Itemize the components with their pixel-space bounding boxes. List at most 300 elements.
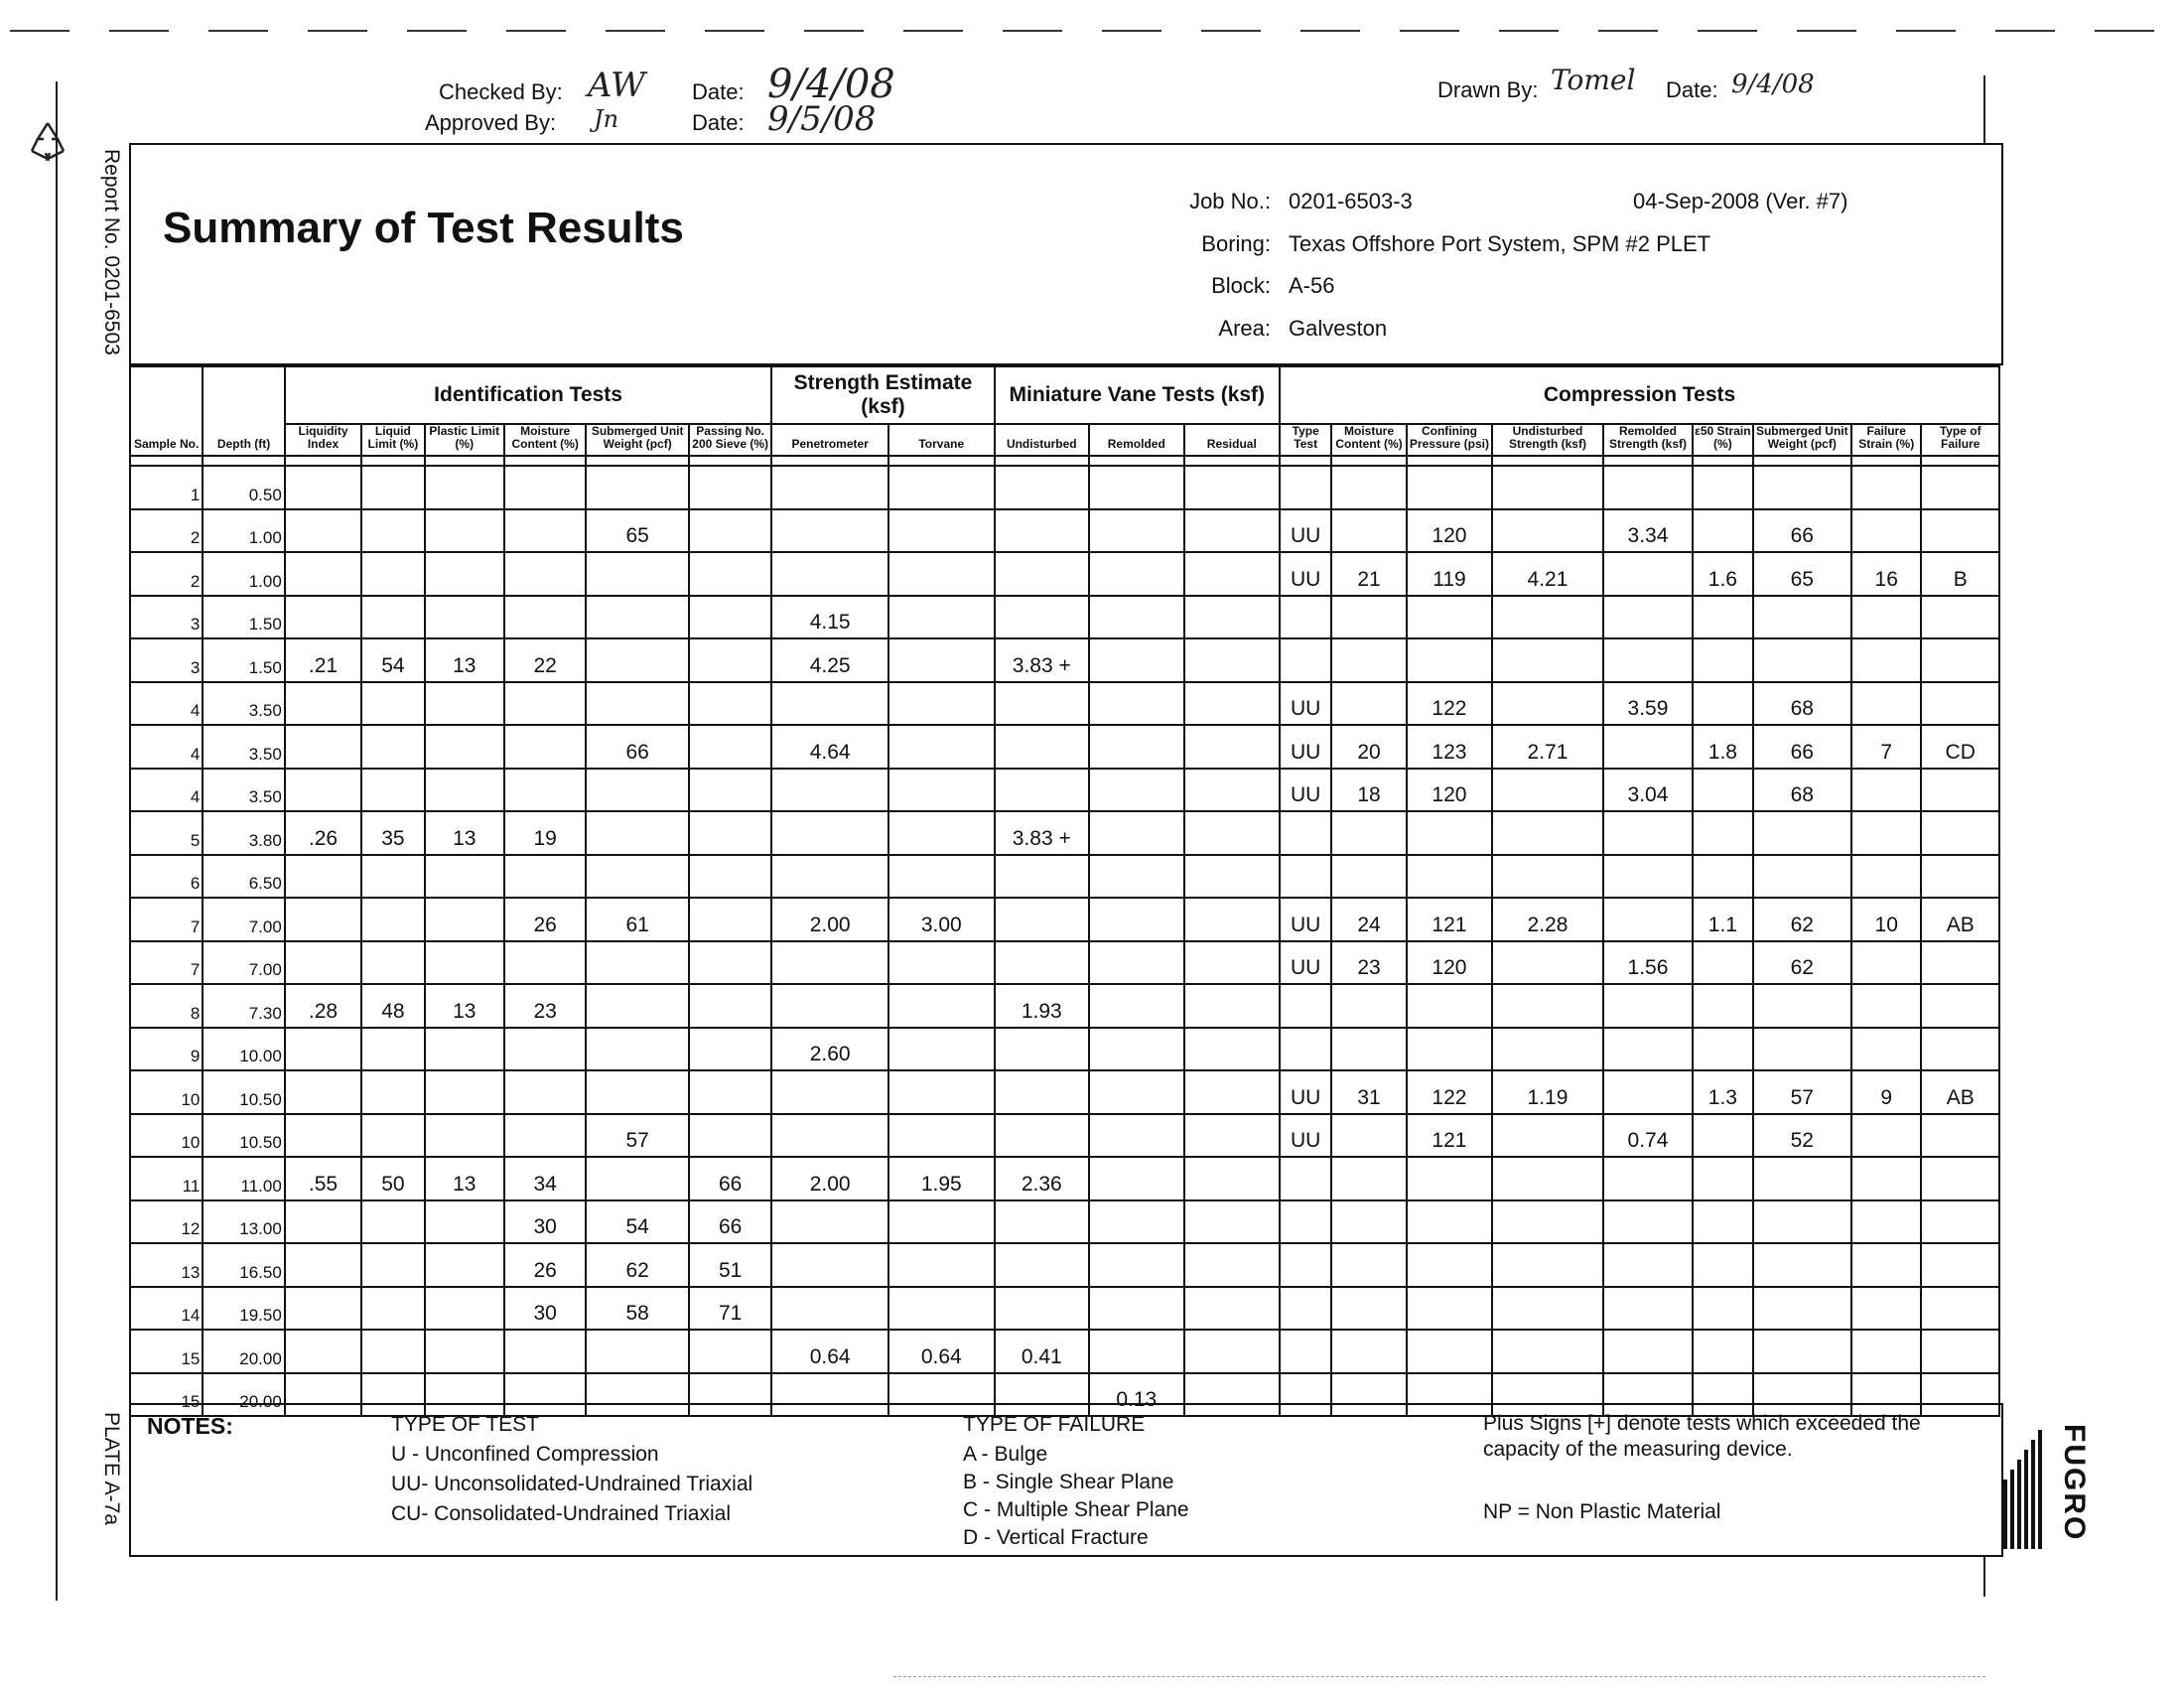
table-cell: 1.95	[888, 1157, 995, 1200]
failure-item-a: A - Bulge	[963, 1443, 1048, 1466]
table-cell	[1851, 769, 1921, 812]
table-cell: UU	[1280, 769, 1331, 812]
table-cell	[1184, 1243, 1281, 1287]
table-cell	[689, 811, 771, 855]
table-cell	[586, 855, 689, 899]
table-cell	[425, 1287, 504, 1331]
table-cell	[1184, 811, 1281, 855]
table-cell	[1603, 725, 1693, 769]
table-cell	[888, 1200, 995, 1244]
table-cell	[285, 725, 361, 769]
table-cell	[1492, 596, 1603, 639]
table-cell	[888, 984, 995, 1028]
table-cell	[1603, 1157, 1693, 1200]
table-cell	[1089, 811, 1184, 855]
table-cell	[425, 1070, 504, 1114]
table-cell	[1851, 1243, 1921, 1287]
table-cell: 120	[1407, 509, 1492, 553]
table-cell	[1184, 596, 1281, 639]
table-row	[130, 509, 1999, 553]
table-cell	[361, 941, 424, 985]
table-cell: 0.50	[203, 466, 284, 509]
table-cell: 26	[504, 898, 586, 941]
table-cell: UU	[1280, 552, 1331, 596]
spacer-cell	[1331, 456, 1406, 466]
col-header-plastic-limit: Plastic Limit (%)	[425, 424, 504, 456]
approved-by-label: Approved By:	[425, 110, 557, 135]
table-cell: 51	[689, 1243, 771, 1287]
table-cell: 10.00	[203, 1028, 284, 1071]
table-cell	[1693, 769, 1752, 812]
table-cell	[1603, 1070, 1693, 1114]
table-cell: 4.64	[771, 725, 888, 769]
table-cell: 14	[130, 1287, 203, 1331]
type-of-test-title: TYPE OF TEST	[391, 1413, 539, 1436]
table-cell	[504, 552, 586, 596]
table-cell	[1851, 596, 1921, 639]
checked-by-signature: AW	[588, 66, 646, 105]
table-cell: 52	[1753, 1114, 1852, 1158]
table-cell	[1753, 1028, 1852, 1071]
table-cell	[1492, 1287, 1603, 1331]
spacer-cell	[1693, 456, 1752, 466]
table-cell	[425, 725, 504, 769]
table-cell: CD	[1921, 725, 1999, 769]
spacer-cell	[1184, 456, 1281, 466]
table-cell	[1184, 725, 1281, 769]
table-cell	[1851, 1028, 1921, 1071]
table-cell	[1089, 898, 1184, 941]
table-row	[130, 1200, 1999, 1244]
table-cell: 61	[586, 898, 689, 941]
table-cell: 2.71	[1492, 725, 1603, 769]
table-cell	[1492, 855, 1603, 899]
table-cell	[1331, 596, 1406, 639]
table-cell	[1280, 638, 1331, 682]
table-cell	[285, 898, 361, 941]
spacer-cell	[771, 456, 888, 466]
spacer-cell	[1603, 456, 1693, 466]
table-cell	[888, 941, 995, 985]
table-cell	[1331, 855, 1406, 899]
col-header-e50-strain: ε50 Strain (%)	[1693, 424, 1752, 456]
table-cell	[888, 682, 995, 726]
table-cell	[771, 984, 888, 1028]
table-cell	[361, 1114, 424, 1158]
table-cell: 3	[130, 596, 203, 639]
table-cell	[1603, 1200, 1693, 1244]
table-cell	[504, 1070, 586, 1114]
col-header-comp-unit-weight: Submerged Unit Weight (pcf)	[1753, 424, 1852, 456]
col-header-remolded-strength: Remolded Strength (ksf)	[1603, 424, 1693, 456]
table-cell	[995, 1243, 1090, 1287]
table-cell	[504, 682, 586, 726]
table-cell: 122	[1407, 682, 1492, 726]
table-row	[130, 1028, 1999, 1071]
table-cell	[1693, 811, 1752, 855]
table-cell: 7.00	[203, 941, 284, 985]
table-cell	[1851, 1200, 1921, 1244]
table-cell	[425, 552, 504, 596]
table-cell	[361, 1070, 424, 1114]
table-cell	[1407, 1330, 1492, 1373]
table-cell	[1184, 1070, 1281, 1114]
notes-box	[129, 1403, 2003, 1557]
table-cell	[1184, 1157, 1281, 1200]
table-cell	[1407, 811, 1492, 855]
table-cell	[361, 596, 424, 639]
table-cell	[425, 466, 504, 509]
table-cell	[1851, 1287, 1921, 1331]
non-plastic-note: NP = Non Plastic Material	[1483, 1500, 1721, 1523]
table-cell	[586, 941, 689, 985]
table-cell: 1.56	[1603, 941, 1693, 985]
table-cell: .26	[285, 811, 361, 855]
table-cell	[771, 811, 888, 855]
table-cell: 1.50	[203, 638, 284, 682]
area-label: Area:	[1218, 316, 1271, 341]
table-cell: 9	[1851, 1070, 1921, 1114]
spacer-cell	[1851, 456, 1921, 466]
table-cell	[1089, 1330, 1184, 1373]
table-cell	[995, 552, 1090, 596]
table-cell: 121	[1407, 898, 1492, 941]
table-cell	[1851, 682, 1921, 726]
table-cell: 0.41	[995, 1330, 1090, 1373]
table-cell	[689, 725, 771, 769]
table-cell	[586, 682, 689, 726]
table-cell	[1921, 855, 1999, 899]
table-cell	[1693, 596, 1752, 639]
table-row	[130, 1287, 1999, 1331]
col-header-liquidity-index: Liquidity Index	[285, 424, 361, 456]
table-cell	[425, 1028, 504, 1071]
table-cell: 6	[130, 855, 203, 899]
col-header-vane-residual: Residual	[1184, 424, 1281, 456]
table-cell	[1921, 596, 1999, 639]
table-cell	[1089, 1200, 1184, 1244]
table-cell	[1492, 769, 1603, 812]
table-cell	[361, 769, 424, 812]
table-cell	[285, 1330, 361, 1373]
table-cell: 7.30	[203, 984, 284, 1028]
table-cell: 13	[130, 1243, 203, 1287]
table-row	[130, 811, 1999, 855]
table-cell	[1693, 941, 1752, 985]
table-cell	[1851, 638, 1921, 682]
table-cell	[689, 638, 771, 682]
table-cell	[1693, 855, 1752, 899]
table-cell	[361, 898, 424, 941]
table-cell: 65	[1753, 552, 1852, 596]
table-cell: B	[1921, 552, 1999, 596]
table-cell	[1753, 855, 1852, 899]
table-cell	[1753, 1243, 1852, 1287]
col-header-sample: Sample No.	[130, 366, 203, 456]
header-frame	[129, 143, 2003, 365]
table-cell	[995, 1200, 1090, 1244]
table-cell: 5	[130, 811, 203, 855]
table-cell	[771, 682, 888, 726]
table-cell	[1693, 1330, 1752, 1373]
table-cell	[1089, 596, 1184, 639]
table-cell	[1089, 1028, 1184, 1071]
table-cell: AB	[1921, 898, 1999, 941]
table-cell: 54	[361, 638, 424, 682]
col-header-liquid-limit: Liquid Limit (%)	[361, 424, 424, 456]
table-cell	[1603, 984, 1693, 1028]
table-cell	[888, 725, 995, 769]
drawn-date-label: Date:	[1666, 77, 1718, 102]
failure-item-d: D - Vertical Fracture	[963, 1526, 1149, 1549]
table-cell	[689, 1028, 771, 1071]
table-cell	[285, 509, 361, 553]
table-cell: 18	[1331, 769, 1406, 812]
table-cell: UU	[1280, 1070, 1331, 1114]
table-cell: 16	[1851, 552, 1921, 596]
plate-label: PLATE A-7a	[100, 1412, 123, 1526]
table-cell	[1089, 1070, 1184, 1114]
table-cell	[1921, 1243, 1999, 1287]
report-number: Report No. 0201-6503	[100, 149, 123, 355]
table-cell: 68	[1753, 769, 1852, 812]
table-cell: 57	[586, 1114, 689, 1158]
table-cell	[1753, 811, 1852, 855]
table-cell	[361, 682, 424, 726]
table-cell: 120	[1407, 941, 1492, 985]
table-cell	[1280, 1028, 1331, 1071]
table-cell: 10.50	[203, 1114, 284, 1158]
table-cell	[1753, 1330, 1852, 1373]
table-cell: 3.50	[203, 725, 284, 769]
table-cell	[1492, 1114, 1603, 1158]
table-cell	[1331, 1114, 1406, 1158]
table-cell	[689, 552, 771, 596]
table-cell: 4.25	[771, 638, 888, 682]
boring-label: Boring:	[1201, 231, 1271, 256]
table-cell	[771, 855, 888, 899]
spacer-cell	[203, 456, 284, 466]
table-cell	[995, 682, 1090, 726]
table-cell	[689, 898, 771, 941]
left-margin-line	[56, 81, 58, 1601]
table-cell	[1280, 855, 1331, 899]
table-cell: 48	[361, 984, 424, 1028]
table-cell	[1492, 941, 1603, 985]
table-cell: AB	[1921, 1070, 1999, 1114]
table-cell: 13	[425, 638, 504, 682]
col-header-submerged-unit-weight: Submerged Unit Weight (pcf)	[586, 424, 689, 456]
table-cell: 34	[504, 1157, 586, 1200]
table-cell	[1331, 1287, 1406, 1331]
table-cell	[425, 596, 504, 639]
table-cell	[1693, 466, 1752, 509]
table-cell	[504, 509, 586, 553]
table-cell: 3.50	[203, 769, 284, 812]
table-cell	[1184, 509, 1281, 553]
table-cell	[1331, 509, 1406, 553]
table-cell	[1184, 1330, 1281, 1373]
table-cell	[888, 811, 995, 855]
table-cell	[1492, 984, 1603, 1028]
table-cell	[285, 596, 361, 639]
table-cell	[285, 941, 361, 985]
table-cell: 3.04	[1603, 769, 1693, 812]
table-cell: 0.13	[1089, 1373, 1184, 1417]
table-cell	[771, 1070, 888, 1114]
spacer-cell	[1753, 456, 1852, 466]
fugro-logo	[2001, 1420, 2091, 1559]
table-cell	[1603, 1287, 1693, 1331]
table-cell	[1921, 1200, 1999, 1244]
table-cell: 66	[1753, 725, 1852, 769]
table-cell: 71	[689, 1287, 771, 1331]
table-cell: 66	[689, 1200, 771, 1244]
table-cell: 2.00	[771, 1157, 888, 1200]
table-cell	[888, 552, 995, 596]
col-header-passing-200: Passing No. 200 Sieve (%)	[689, 424, 771, 456]
table-cell: 3.00	[888, 898, 995, 941]
table-cell	[1603, 596, 1693, 639]
spacer-cell	[361, 456, 424, 466]
table-row	[130, 552, 1999, 596]
table-cell: 2.00	[771, 898, 888, 941]
table-cell	[586, 596, 689, 639]
table-cell: 8	[130, 984, 203, 1028]
table-cell	[1603, 1243, 1693, 1287]
table-row	[130, 596, 1999, 639]
table-cell	[995, 725, 1090, 769]
table-cell	[285, 682, 361, 726]
table-cell	[1089, 855, 1184, 899]
spacer-cell	[1492, 456, 1603, 466]
table-cell	[361, 509, 424, 553]
table-cell	[1693, 1028, 1752, 1071]
table-cell	[504, 1028, 586, 1071]
table-cell	[586, 984, 689, 1028]
table-cell	[586, 638, 689, 682]
col-header-type-of-failure: Type of Failure	[1921, 424, 1999, 456]
table-cell: 50	[361, 1157, 424, 1200]
table-cell	[1603, 552, 1693, 596]
table-cell	[689, 984, 771, 1028]
table-cell: 2.60	[771, 1028, 888, 1071]
table-cell	[1184, 1028, 1281, 1071]
table-cell	[1753, 466, 1852, 509]
col-header-undisturbed-strength: Undisturbed Strength (ksf)	[1492, 424, 1603, 456]
table-cell: 12	[130, 1200, 203, 1244]
table-cell	[1851, 855, 1921, 899]
table-cell	[1851, 984, 1921, 1028]
table-cell	[1089, 1243, 1184, 1287]
table-cell: 35	[361, 811, 424, 855]
table-cell	[1492, 466, 1603, 509]
table-cell: 4	[130, 769, 203, 812]
table-cell	[995, 466, 1090, 509]
top-dashed-border	[0, 28, 2184, 34]
group-compression-tests: Compression Tests	[1280, 366, 1999, 424]
table-cell	[1184, 769, 1281, 812]
table-cell	[1851, 941, 1921, 985]
table-cell	[1851, 811, 1921, 855]
table-cell: 7	[130, 898, 203, 941]
table-cell: 7	[1851, 725, 1921, 769]
table-row	[130, 466, 1999, 509]
table-cell	[586, 466, 689, 509]
table-cell: 10	[130, 1070, 203, 1114]
table-cell	[771, 466, 888, 509]
table-cell	[1492, 1028, 1603, 1071]
group-strength-estimate: Strength Estimate (ksf)	[771, 366, 994, 424]
test-item-uu: UU- Unconsolidated-Undrained Triaxial	[391, 1473, 753, 1495]
table-cell	[1331, 984, 1406, 1028]
table-cell	[285, 1028, 361, 1071]
table-cell	[285, 552, 361, 596]
table-cell	[689, 855, 771, 899]
boring-value: Texas Offshore Port System, SPM #2 PLET	[1289, 231, 1711, 256]
table-cell	[1921, 941, 1999, 985]
table-cell	[586, 1330, 689, 1373]
table-cell: 62	[586, 1243, 689, 1287]
table-cell	[425, 1200, 504, 1244]
table-cell	[888, 638, 995, 682]
table-cell: .28	[285, 984, 361, 1028]
table-cell	[1407, 1200, 1492, 1244]
table-cell	[1089, 769, 1184, 812]
table-cell: 19.50	[203, 1287, 284, 1331]
table-cell	[1921, 1287, 1999, 1331]
table-cell	[689, 466, 771, 509]
table-cell	[1184, 855, 1281, 899]
table-cell	[504, 769, 586, 812]
table-cell: 9	[130, 1028, 203, 1071]
table-cell: 3.59	[1603, 682, 1693, 726]
table-cell	[1184, 1114, 1281, 1158]
checked-date-value: 9/4/08	[767, 62, 895, 107]
table-cell	[1331, 638, 1406, 682]
table-cell	[504, 855, 586, 899]
table-cell: 22	[504, 638, 586, 682]
drawn-date-value: 9/4/08	[1731, 70, 1815, 99]
table-cell: 1.8	[1693, 725, 1752, 769]
table-cell	[361, 1287, 424, 1331]
table-cell: 3.80	[203, 811, 284, 855]
table-cell	[586, 1157, 689, 1200]
report-date-version: 04-Sep-2008 (Ver. #7)	[1633, 189, 1848, 213]
table-cell	[1407, 596, 1492, 639]
table-cell	[1492, 638, 1603, 682]
table-cell	[1693, 1157, 1752, 1200]
table-cell	[1603, 855, 1693, 899]
table-cell	[1851, 1114, 1921, 1158]
table-cell	[425, 509, 504, 553]
table-cell	[1693, 509, 1752, 553]
table-cell	[586, 1070, 689, 1114]
table-cell: 119	[1407, 552, 1492, 596]
table-cell	[1089, 984, 1184, 1028]
table-cell: 121	[1407, 1114, 1492, 1158]
table-cell	[1280, 1330, 1331, 1373]
table-cell	[689, 509, 771, 553]
table-cell	[888, 1243, 995, 1287]
table-cell	[361, 1330, 424, 1373]
table-cell	[689, 1114, 771, 1158]
table-cell	[1184, 1287, 1281, 1331]
table-cell	[1921, 811, 1999, 855]
table-cell	[1184, 638, 1281, 682]
table-cell	[1693, 682, 1752, 726]
table-row	[130, 1157, 1999, 1200]
